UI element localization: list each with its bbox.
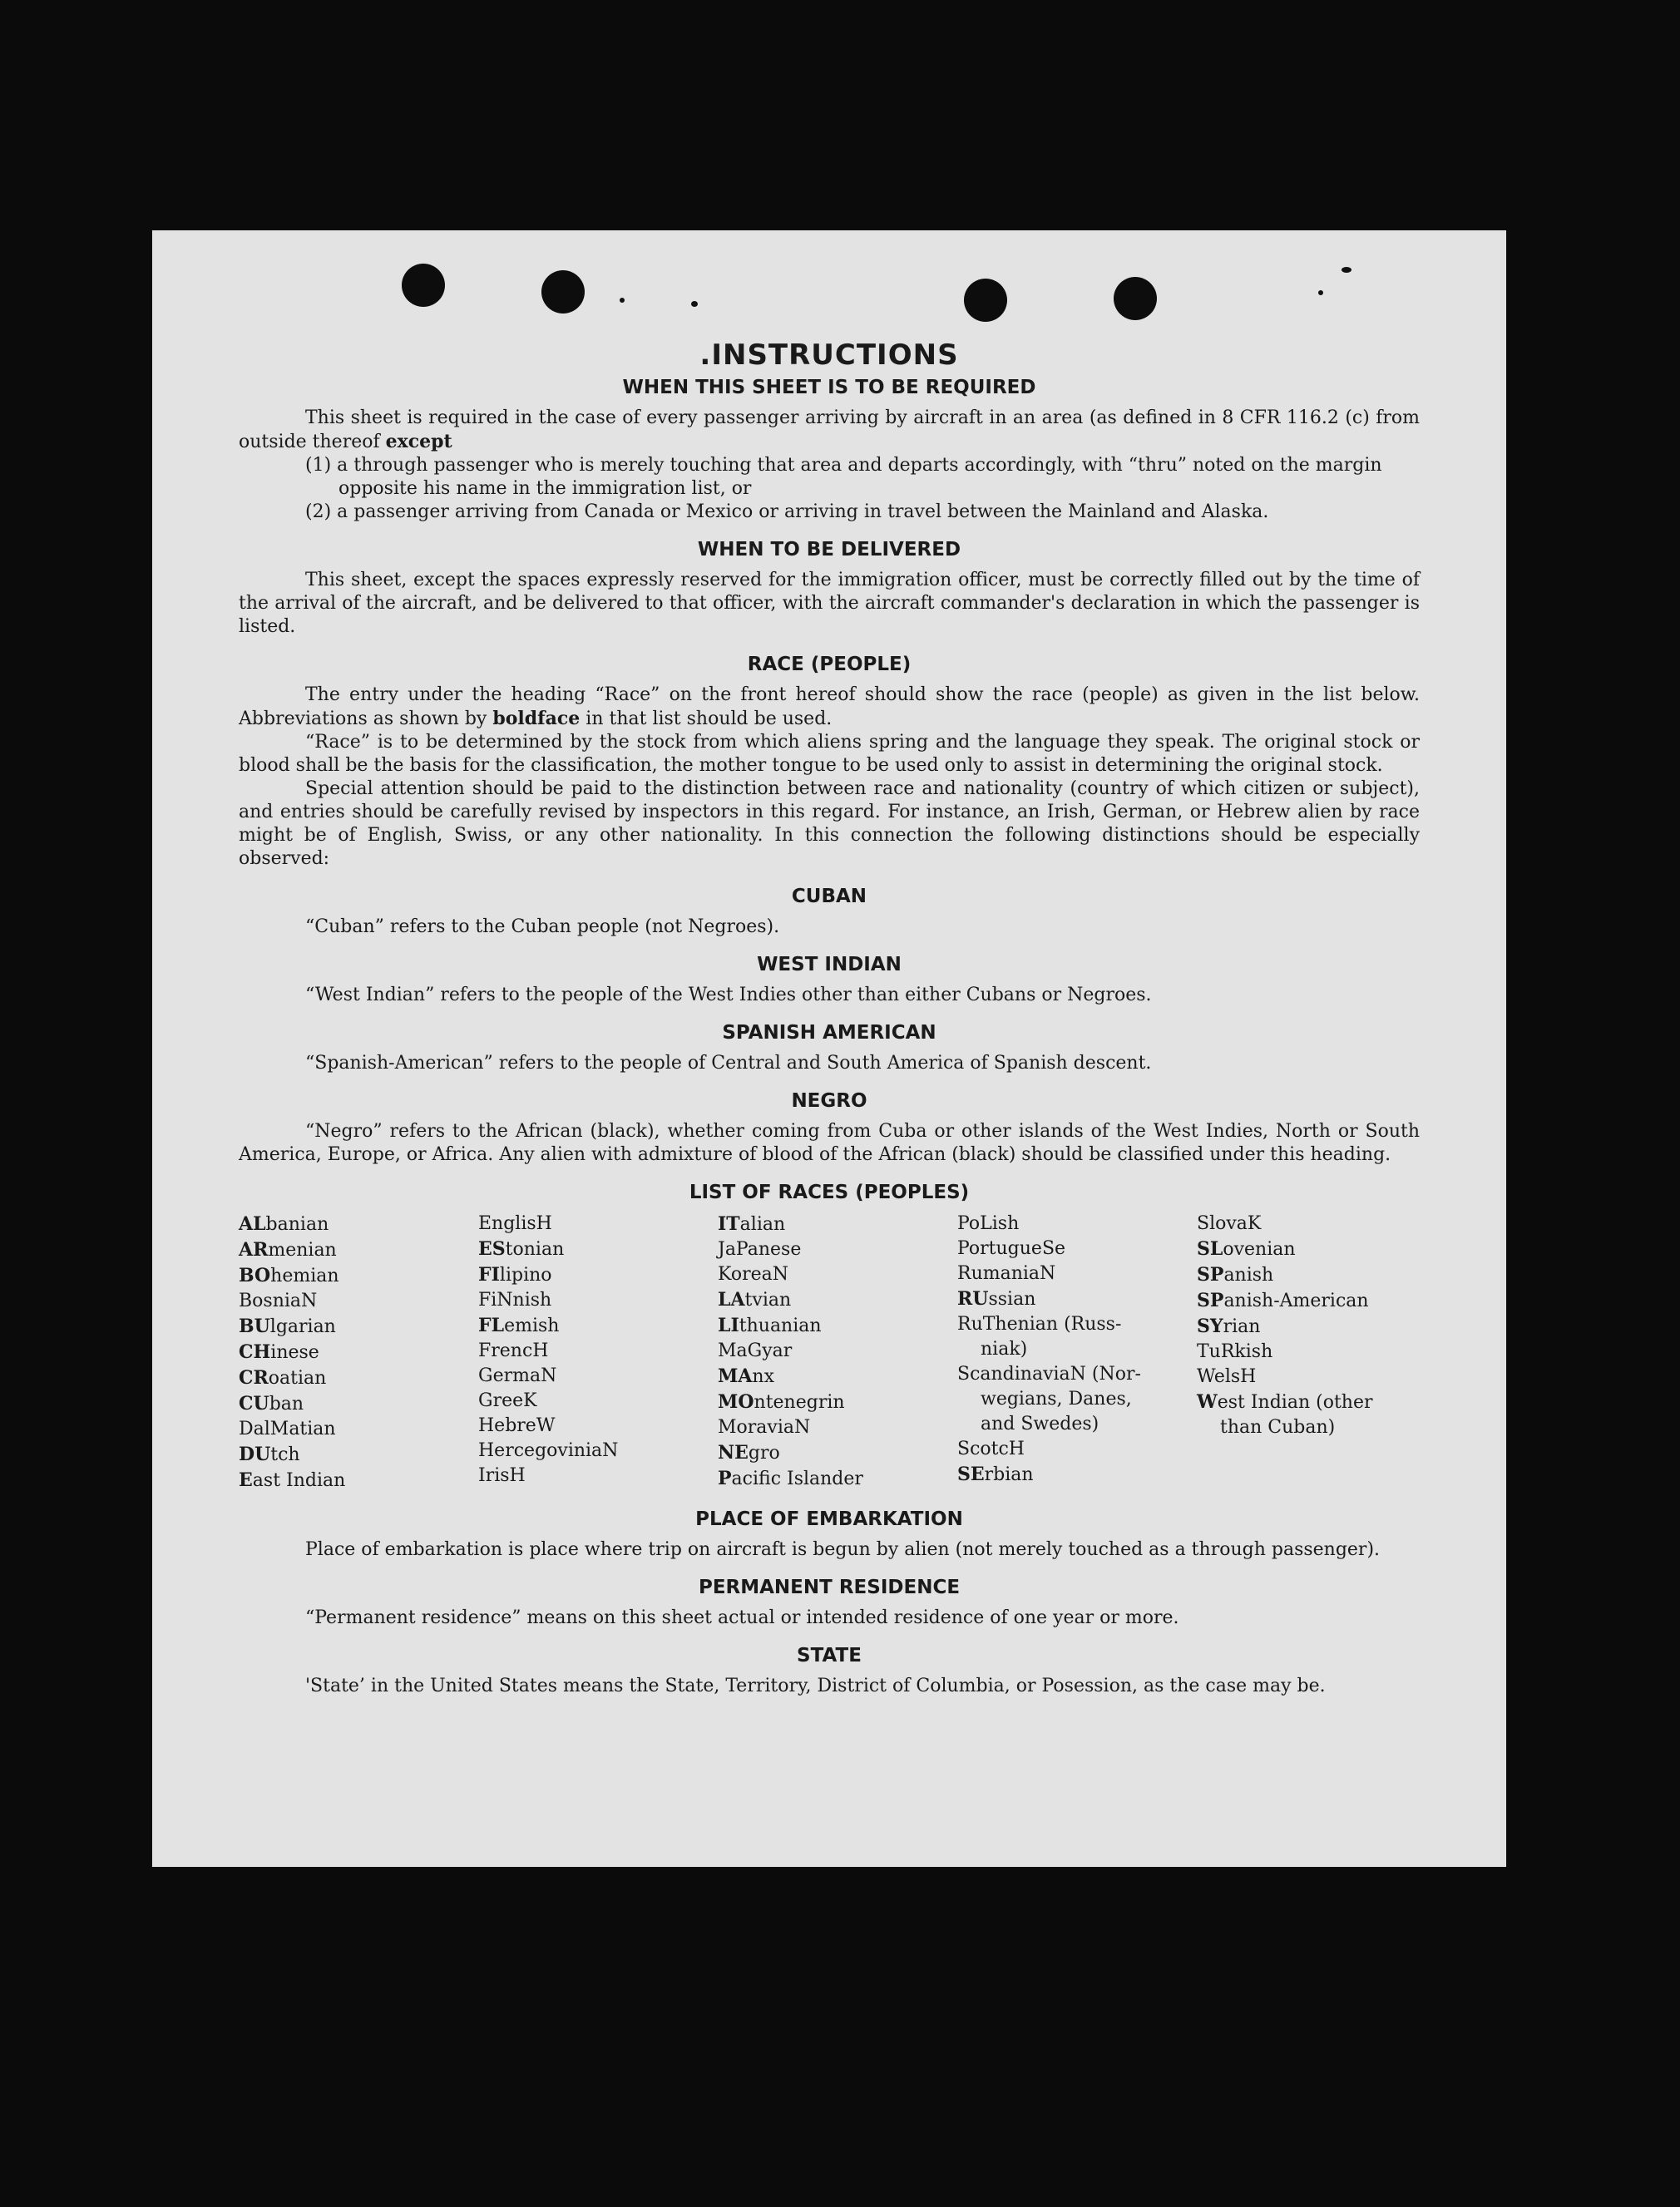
race-entry: FiNnish	[478, 1290, 552, 1311]
races-list	[239, 1212, 1420, 1494]
race-entry: and Swedes)	[981, 1414, 1099, 1434]
heading-race: RACE (PEOPLE)	[747, 654, 912, 675]
race-entry: SlovaK	[1197, 1213, 1262, 1234]
punch-hole	[541, 270, 585, 314]
race-entry: PortugueSe	[957, 1238, 1066, 1259]
race-entry: MOntenegrin	[718, 1391, 845, 1413]
punch-hole	[1114, 277, 1157, 320]
when-delivered-text: This sheet, except the spaces expressly reserved for the immigration officer, must be correctly filled out by the time of the arrival of the aircraft, and be delivered to that officer, with the aircraft commander's declaration in which the passenger is listed.	[239, 570, 1420, 637]
race-entry: BOhemian	[239, 1265, 339, 1286]
speck	[691, 301, 698, 307]
race-entry: FrencH	[478, 1340, 549, 1361]
race-entry: niak)	[981, 1339, 1028, 1360]
race-entry: SPanish	[1197, 1264, 1274, 1286]
race-entry: CRoatian	[239, 1367, 327, 1389]
race-entry: HebreW	[478, 1415, 556, 1436]
spanish-american-text: “Spanish-American” refers to the people of Central and South America of Spanish descent.	[305, 1053, 1152, 1074]
race-paragraph-1: The entry under the heading “Race” on the front hereof should show the race (people) as given in the list below. Abbreviations as shown by boldface in that list should be used.	[239, 684, 1420, 729]
race-entry: RumaniaN	[957, 1263, 1056, 1284]
when-required-intro: This sheet is required in the case of every passenger arriving by aircraft in an area (as defined in 8 CFR 116.2 (c) from outside thereof except	[239, 407, 1420, 452]
race-entry: ITalian	[718, 1213, 786, 1235]
state-text: 'State’ in the United States means the State, Territory, District of Columbia, or Posession, as the case may be.	[305, 1676, 1326, 1696]
race-entry: wegians, Danes,	[981, 1389, 1132, 1410]
race-entry: East Indian	[239, 1469, 346, 1491]
heading-state: STATE	[797, 1645, 862, 1666]
race-entry: LAtvian	[718, 1289, 792, 1311]
race-entry: WelsH	[1197, 1366, 1257, 1387]
race-entry: BosniaN	[239, 1291, 318, 1311]
document-page	[152, 230, 1506, 1867]
punch-hole	[964, 279, 1007, 322]
race-entry: MAnx	[718, 1365, 774, 1387]
race-entry: SLovenian	[1197, 1238, 1296, 1260]
race-entry: MaGyar	[718, 1340, 793, 1361]
race-entry: HercegoviniaN	[478, 1440, 619, 1461]
race-entry: MoraviaN	[718, 1417, 811, 1438]
race-entry: ARmenian	[239, 1239, 337, 1261]
heading-negro: NEGRO	[791, 1090, 867, 1112]
race-entry: than Cuban)	[1220, 1417, 1336, 1438]
race-entry: FLemish	[478, 1315, 560, 1336]
cuban-text: “Cuban” refers to the Cuban people (not Negroes).	[305, 916, 780, 937]
heading-list-of-races: LIST OF RACES (PEOPLES)	[689, 1182, 970, 1203]
heading-embarkation: PLACE OF EMBARKATION	[695, 1508, 963, 1530]
race-entry: LIthuanian	[718, 1315, 822, 1336]
races-column	[1197, 1212, 1420, 1494]
punch-hole	[402, 264, 445, 307]
speck	[1342, 267, 1351, 273]
negro-text: “Negro” refers to the African (black), whether coming from Cuba or other islands of the West Indies, North or South America, Europe, or Africa. Any alien with admixture of blood of the African (black) should be classified under this heading.	[239, 1121, 1420, 1165]
race-entry: DalMatian	[239, 1419, 336, 1439]
races-column	[478, 1212, 718, 1494]
races-column	[718, 1212, 957, 1494]
race-entry: Pacific Islander	[718, 1468, 863, 1489]
race-entry: ScotcH	[957, 1439, 1025, 1459]
west-indian-text: “West Indian” refers to the people of the West Indies other than either Cubans or Negroes.	[305, 985, 1152, 1005]
page-title: .INSTRUCTIONS	[699, 338, 959, 372]
residence-text: “Permanent residence” means on this sheet actual or intended residence of one year or more.	[305, 1607, 1179, 1628]
race-entry: GreeK	[478, 1390, 537, 1411]
speck	[1318, 290, 1323, 295]
race-entry: SYrian	[1197, 1316, 1261, 1337]
race-entry: PoLish	[957, 1213, 1020, 1234]
race-entry: TuRkish	[1197, 1341, 1273, 1362]
instructions-body	[239, 338, 1420, 1698]
race-entry: CHinese	[239, 1341, 319, 1363]
race-paragraph-2: “Race” is to be determined by the stock from which aliens spring and the language they speak. The original stock or blood shall be the basis for the classification, the mother tongue to be used only to assist in determining the original stock.	[239, 732, 1420, 776]
race-paragraph-3: Special attention should be paid to the distinction between race and nationality (country of which citizen or subject), and entries should be carefully revised by inspectors in this regard. For instance, an Irish, German, or Hebrew alien by race might be of English, Swiss, or any other nationality. In this connection the following distinctions should be especially observed:	[239, 778, 1420, 869]
race-entry: SPanish-American	[1197, 1290, 1369, 1311]
race-entry: ScandinaviaN (Nor-	[957, 1364, 1141, 1385]
race-entry: EStonian	[478, 1238, 565, 1260]
heading-when-required: WHEN THIS SHEET IS TO BE REQUIRED	[622, 377, 1036, 398]
race-entry: NEgro	[718, 1442, 780, 1464]
race-entry: BUlgarian	[239, 1316, 336, 1337]
exception-item-1: (1) a through passenger who is merely touching that area and departs accordingly, with “thru” noted on the margin opposite his name in the immigration list, or	[305, 455, 1382, 499]
speck	[620, 298, 625, 303]
race-entry: JaPanese	[718, 1239, 802, 1260]
heading-when-delivered: WHEN TO BE DELIVERED	[697, 539, 961, 560]
race-entry: West Indian (other	[1197, 1391, 1373, 1413]
race-entry: CUban	[239, 1393, 304, 1415]
race-entry: KoreaN	[718, 1264, 788, 1285]
heading-west-indian: WEST INDIAN	[757, 954, 902, 975]
heading-spanish-american: SPANISH AMERICAN	[722, 1022, 936, 1044]
exception-item-2: (2) a passenger arriving from Canada or Mexico or arriving in travel between the Mainland and Alaska.	[305, 501, 1269, 522]
races-column	[239, 1212, 478, 1494]
embarkation-text: Place of embarkation is place where trip on aircraft is begun by alien (not merely touched as a through passenger).	[305, 1539, 1381, 1560]
race-entry: RUssian	[957, 1288, 1036, 1310]
race-entry: IrisH	[478, 1465, 526, 1486]
race-entry: GermaN	[478, 1365, 557, 1386]
race-entry: ALbanian	[239, 1213, 329, 1235]
race-entry: SErbian	[957, 1464, 1034, 1485]
heading-permanent-residence: PERMANENT RESIDENCE	[698, 1577, 961, 1598]
race-entry: FIlipino	[478, 1264, 552, 1286]
race-entry: RuThenian (Russ-	[957, 1314, 1122, 1335]
heading-cuban: CUBAN	[791, 886, 867, 907]
races-column	[957, 1212, 1197, 1494]
race-entry: EnglisH	[478, 1213, 552, 1234]
race-entry: DUtch	[239, 1444, 300, 1465]
